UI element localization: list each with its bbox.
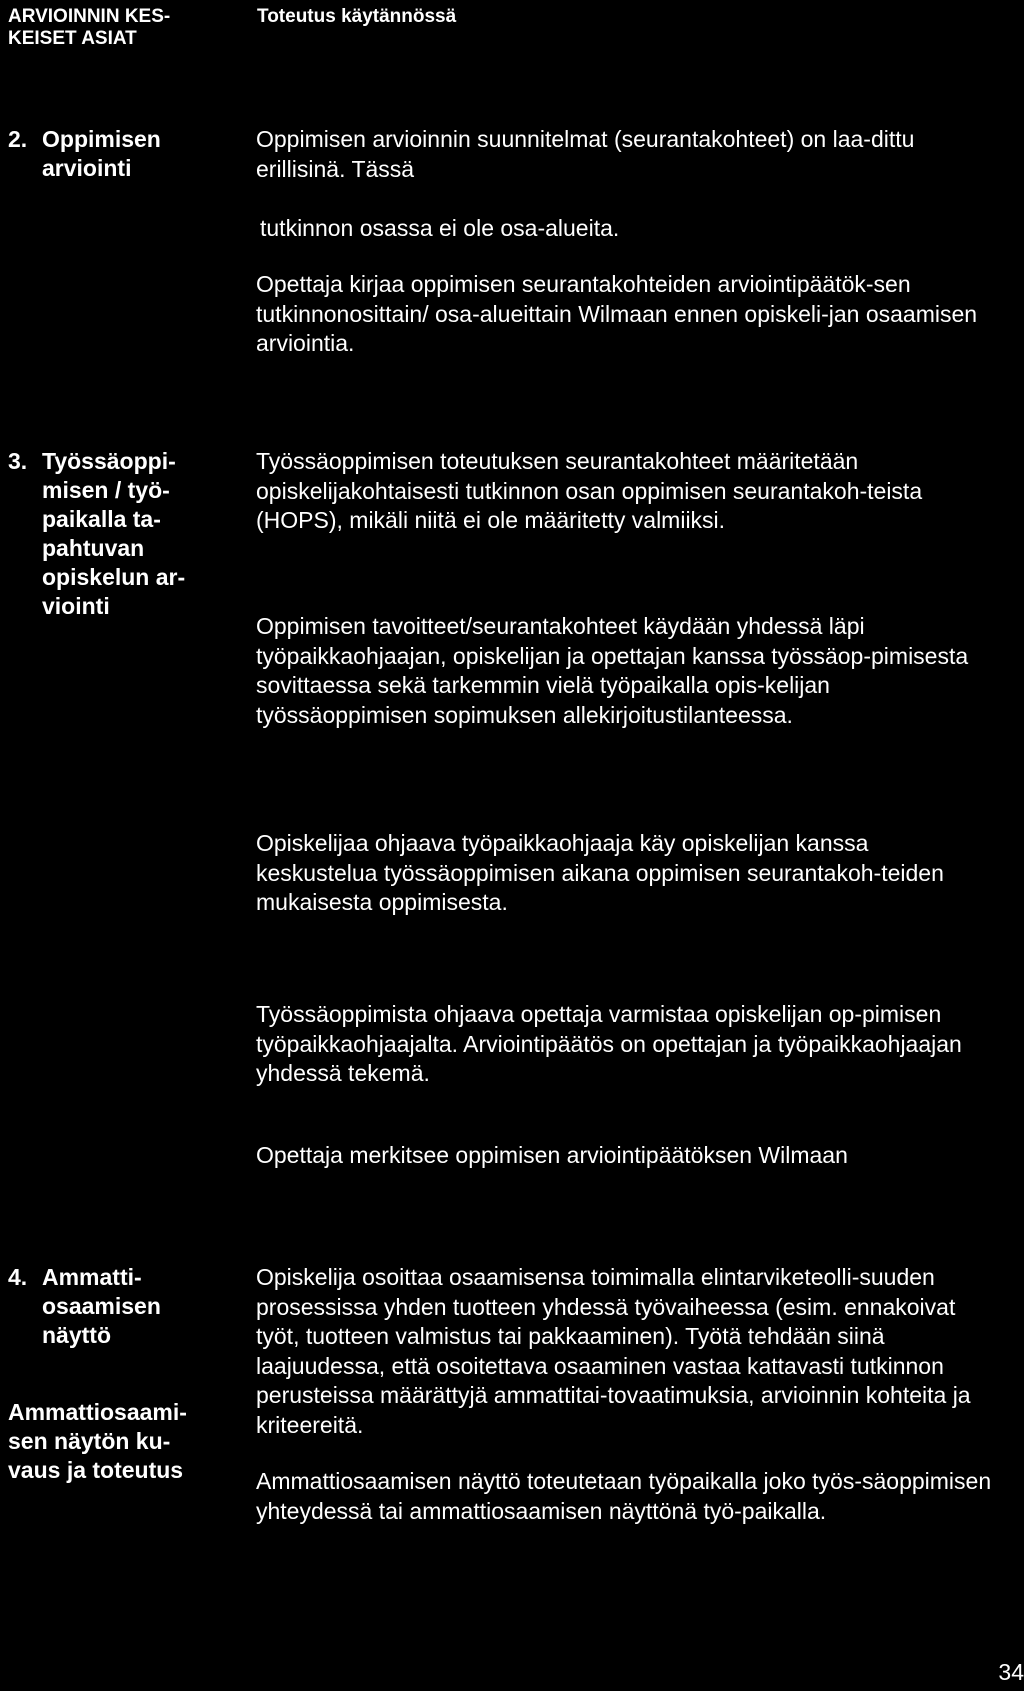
section-3-title-line1: Työssäoppi- — [42, 448, 176, 474]
section-3-title-line2: misen / työ- — [42, 477, 170, 503]
header-criteria-line1: ARVIOINNIN KES- — [8, 6, 171, 27]
section-4-subtitle-line3: vaus ja toteutus — [8, 1457, 184, 1483]
section-4-heading — [8, 1263, 228, 1485]
section-3-paragraph-2: Oppimisen tavoitteet/seurantakohteet käydään yhdessä läpi työpaikkaohjaajan, opiskelijan ja opettajan kanssa työssäop-pimisesta sovittaessa sekä tarkemmin vielä työpaikalla opis-kelijan työssäoppimisen sopimuksen allekirjoitustilanteessa. — [256, 613, 969, 728]
section-3-title-line6: viointi — [42, 593, 110, 619]
section-4-paragraph-2: Ammattiosaamisen näyttö toteutetaan työpaikalla joko työs-säoppimisen yhteydessä tai ammattiosaamisen näyttönä työ-paikalla. — [256, 1468, 992, 1524]
section-4-title-line1: Ammatti- — [42, 1264, 142, 1290]
section-2-title-line1: Oppimisen — [42, 126, 161, 152]
section-3-paragraph-1: Työssäoppimisen toteutuksen seurantakohteet määritetään opiskelijakohtaisesti tutkinnon osan oppimisen seurantakoh-teista (HOPS), mikäli niitä ei ole määritetty valmiiksi. — [256, 448, 923, 533]
section-3-paragraph-5: Opettaja merkitsee oppimisen arviointipäätöksen Wilmaan — [256, 1142, 848, 1168]
section-3-paragraph-4: Työssäoppimista ohjaava opettaja varmistaa opiskelijan op-pimisen työpaikkaohjaajalta. Arviointipäätös on opettajan ja työpaikkaohjaajan yhdessä tekemä. — [256, 1001, 962, 1086]
section-2-number: 2. — [8, 126, 28, 152]
section-2-paragraph-2: tutkinnon osassa ei ole osa-alueita. — [260, 215, 620, 241]
section-2-title-line2: arviointi — [42, 155, 132, 181]
section-3-title-line5: opiskelun ar- — [42, 564, 186, 590]
section-2-heading — [8, 125, 228, 183]
header-implementation: Toteutus käytännössä — [257, 6, 457, 27]
section-3-paragraph-3: Opiskelijaa ohjaava työpaikkaohjaaja käy opiskelijan kanssa keskustelua työssäoppimisen aikana oppimisen seurantakoh-teiden mukaisesta oppimisesta. — [256, 830, 944, 915]
section-4-subtitle — [8, 1398, 228, 1485]
section-3-title-line4: pahtuvan — [42, 535, 145, 561]
section-2-paragraph-1: Oppimisen arvioinnin suunnitelmat (seurantakohteet) on laa-dittu erillisinä. Tässä — [256, 126, 915, 182]
section-4-title-line2: osaamisen — [42, 1293, 161, 1319]
section-3-heading — [8, 447, 228, 621]
section-3-title-line3: paikalla ta- — [42, 506, 161, 532]
header-criteria-line2: KEISET ASIAT — [8, 28, 137, 49]
section-4-number: 4. — [8, 1264, 28, 1290]
header-criteria — [8, 6, 188, 50]
section-4-paragraph-1: Opiskelija osoittaa osaamisensa toimimalla elintarviketeolli-suuden prosessissa yhden tuotteen yhdessä työvaiheessa (esim. ennakoivat työt, tuotteen valmistus tai pakkaaminen). Työtä tehdään siinä laajuudessa, että osoitettava osaaminen vastaa kattavasti tutkinnon perusteissa määrättyjä ammattitai-tovaatimuksia, arvioinnin kohteita ja kriteereitä. — [256, 1264, 971, 1438]
section-4-subtitle-line1: Ammattiosaami- — [8, 1399, 187, 1425]
section-2-paragraph-3: Opettaja kirjaa oppimisen seurantakohteiden arviointipäätök-sen tutkinnonosittain/ osa-alueittain Wilmaan ennen opiskeli-jan osaamisen arviointia. — [256, 271, 978, 356]
page-number: 34 — [998, 1659, 1024, 1685]
section-4-title-line3: näyttö — [42, 1322, 111, 1348]
section-4-subtitle-line2: sen näytön ku- — [8, 1428, 171, 1454]
section-3-number: 3. — [8, 448, 28, 474]
